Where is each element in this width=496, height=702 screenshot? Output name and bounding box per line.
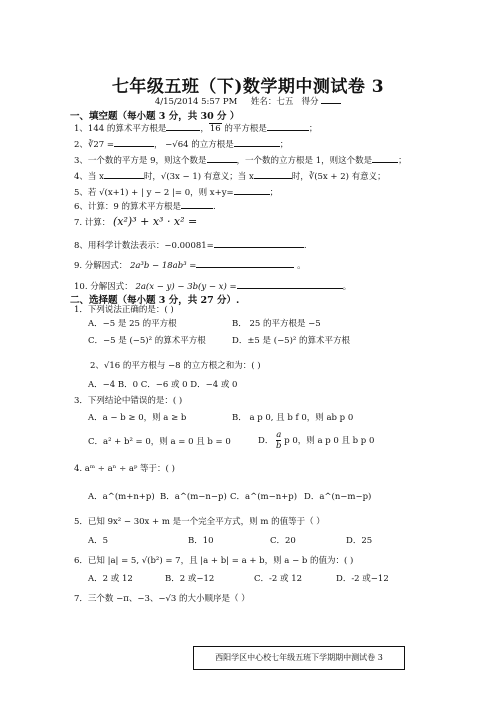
answer-blank[interactable] (181, 199, 213, 209)
option-a[interactable]: A．5 (88, 536, 109, 546)
option-b[interactable]: B．2 或−12 (165, 574, 215, 584)
answer-blank[interactable] (104, 169, 144, 179)
question-9: 9. 分解因式： 2a³b − 18ab³ = 。 (74, 258, 306, 272)
answer-blank[interactable] (372, 153, 398, 163)
option-a[interactable]: A．2 或 12 (88, 574, 133, 584)
question-4: 4、当 x 时，√(3x − 1) 有意义；当 x 时，∛(5x + 2) 有意义； (74, 169, 386, 183)
mc-question-3: 3．下列结论中错误的是：( ) (74, 396, 183, 406)
option-d[interactable]: D．25 (346, 536, 373, 546)
footer-box: 西阳学区中心校七年级五班下学期期中测试卷 3 (193, 646, 405, 670)
option-a[interactable]: A．a^(m+n+p) (88, 492, 155, 502)
question-3: 3、一个数的平方是 9，则这个数是 ，一个数的立方根是 1，则这个数是 ； (74, 153, 407, 167)
question-10: 10. 分解因式： 2a(x − y) − 3b(y − x) = 。 (74, 279, 351, 293)
option-d[interactable]: D．a^(n−m−p) (304, 492, 372, 502)
option-a[interactable]: A．a − b ≥ 0，则 a ≥ b (88, 413, 187, 423)
option-b[interactable]: B． 25 的平方根是 −5 (232, 319, 321, 329)
question-2: 2、∛27 = ， −√64 的立方根是 ； (74, 137, 288, 151)
option-c[interactable]: C．−5 是 (−5)² 的算术平方根 (88, 336, 206, 346)
answer-blank[interactable] (267, 121, 309, 131)
option-c[interactable]: C．-2 或 12 (254, 574, 303, 584)
question-1: 1、144 的算术平方根是 ，16 的平方根是 ； (74, 121, 317, 135)
answer-blank[interactable] (234, 137, 280, 147)
option-b[interactable]: B．a^(m−n−p) (160, 492, 227, 502)
fraction: $\frac{a}{b}$ (276, 430, 282, 451)
mc-question-4: 4. aᵐ ÷ aⁿ ÷ aᵖ 等于：( ) (74, 464, 175, 474)
option-c[interactable]: C．a² + b² = 0，则 a = 0 且 b = 0 (88, 437, 231, 447)
header-meta (0, 95, 496, 107)
option-d[interactable]: D． $\frac{a}{b}$ p 0，则 a p 0 且 b p 0 (258, 430, 375, 451)
mc-question-7: 7．三个数 −π、−3、−√3 的大小顺序是（ ） (74, 594, 250, 604)
section1-heading: 一、填空题（每小题 3 分，共 30 分 ） (70, 111, 240, 122)
mc-question-1: 1．下列说法正确的是：( ) (74, 305, 174, 315)
question-6: 6、计算：9 的算术平方根是 . (74, 199, 216, 213)
answer-blank[interactable] (166, 121, 200, 131)
option-c[interactable]: C．a^(m−n+p) (230, 492, 298, 502)
option-b[interactable]: B．10 (188, 536, 214, 546)
option-c[interactable]: C．20 (270, 536, 296, 546)
option-a[interactable]: A．−5 是 25 的平方根 (88, 319, 177, 329)
answer-blank[interactable] (254, 169, 292, 179)
date-stamp: 4/15/2014 5:57 PM (154, 97, 238, 107)
answer-blank[interactable] (214, 238, 304, 248)
option-d[interactable]: D．-2 或−12 (336, 574, 389, 584)
mc-question-5: 5．已知 9x² − 30x + m 是一个完全平方式，则 m 的值等于（ ） (74, 517, 325, 527)
question-5: 5、若 √(x+1) + | y − 2 |= 0，则 x+y= ； (74, 185, 278, 199)
answer-blank[interactable] (207, 153, 237, 163)
score-label: 得分 (301, 97, 319, 107)
option-d[interactable]: D．±5 是 (−5)² 的算术平方根 (232, 336, 351, 346)
question-7: 7. 计算： (x²)³ + x³ · x² = (74, 215, 198, 228)
answer-blank[interactable] (114, 137, 154, 147)
question-8: 8、用科学计数法表示：−0.00081= . (74, 238, 307, 252)
score-blank[interactable] (321, 95, 341, 104)
student-name: 姓名：七五 (250, 97, 294, 107)
page-title: 七年级五班（下)数学期中测试卷 3 (111, 77, 385, 97)
option-b[interactable]: B． a p 0, 且 b f 0，则 ab p 0 (232, 413, 354, 423)
mc-question-2: 2、√16 的平方根与 −8 的立方根之和为：( ) (90, 361, 261, 371)
answer-blank[interactable] (237, 279, 343, 289)
options-row[interactable]: A．−4 B．0 C．−6 或 0 D．−4 或 0 (88, 380, 238, 390)
mc-question-6: 6．已知 |a| = 5, √(b²) = 7，且 |a + b| = a + b，则 a − b 的值为：( ) (74, 556, 354, 566)
answer-blank[interactable] (234, 185, 270, 195)
answer-blank[interactable] (196, 258, 294, 268)
section2-heading: 二、选择题（每小题 3 分，共 27 分）. (70, 295, 240, 306)
